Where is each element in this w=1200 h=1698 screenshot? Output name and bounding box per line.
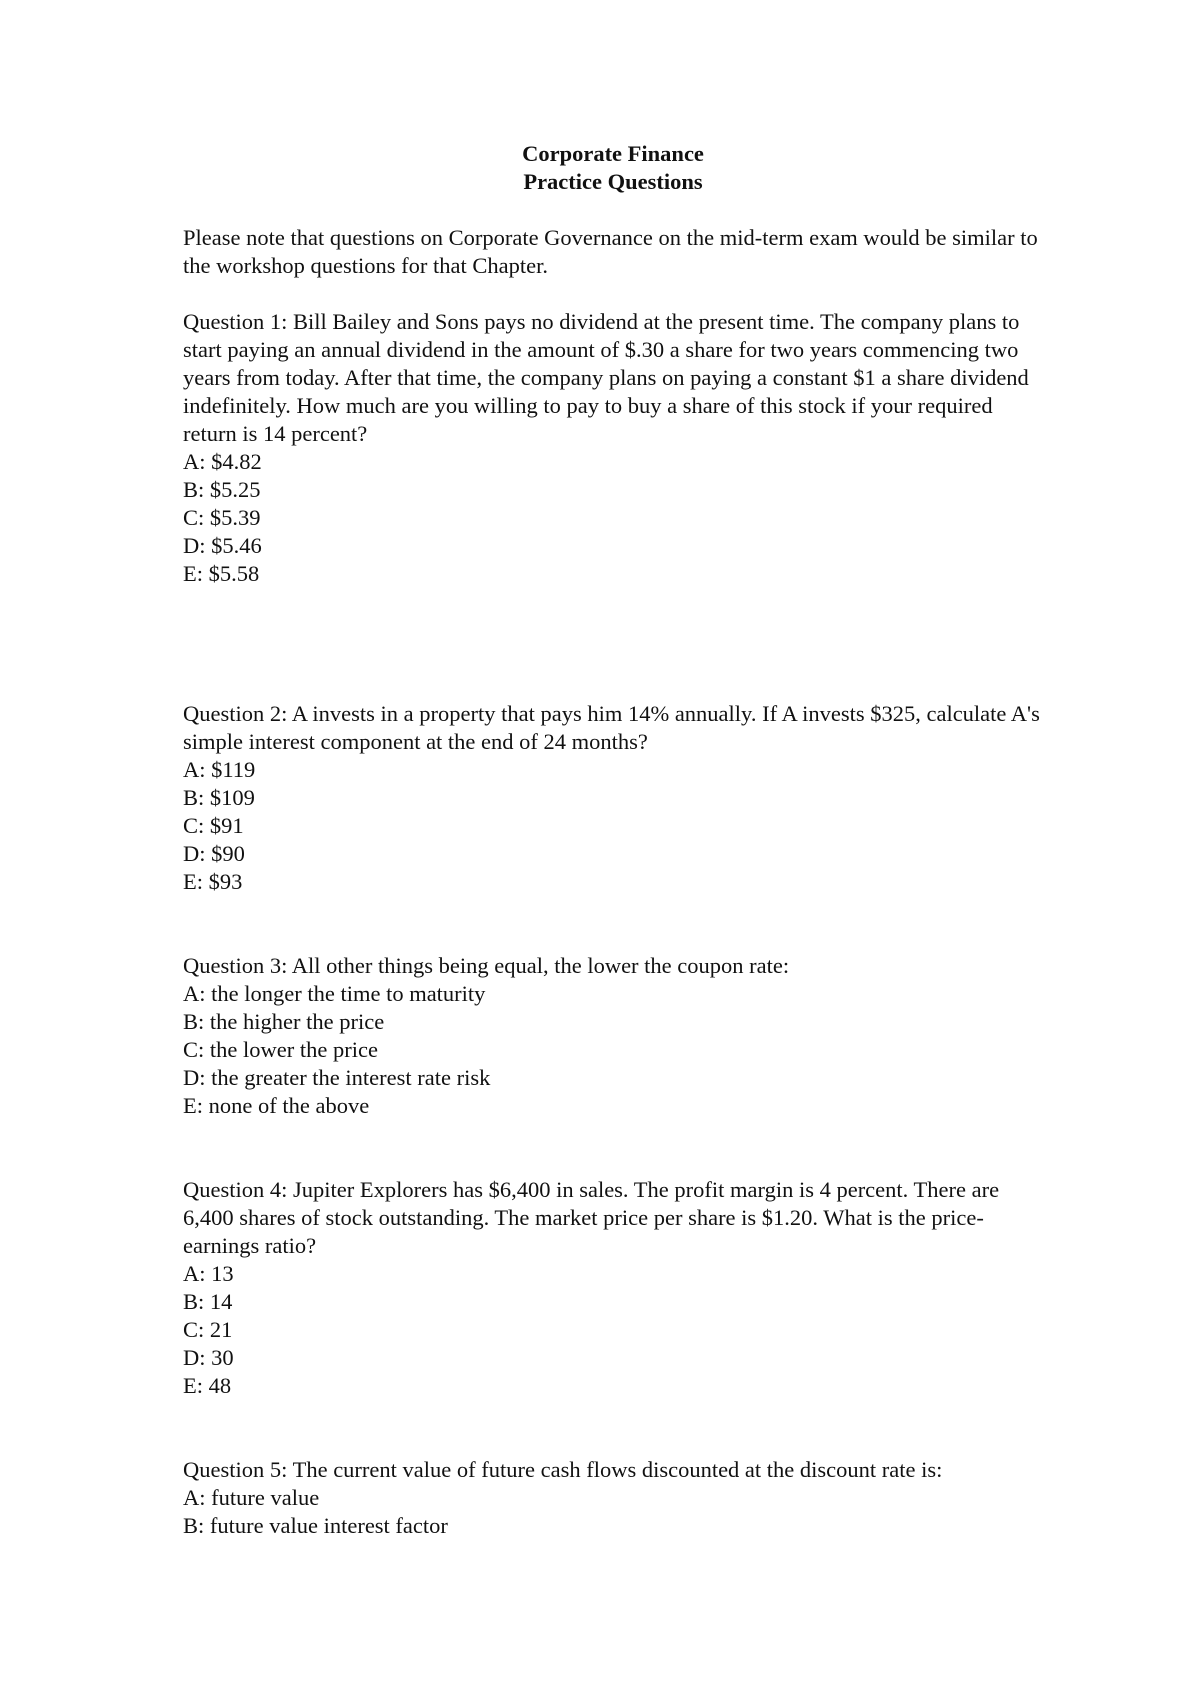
option-b: B: the higher the price bbox=[183, 1009, 385, 1034]
question-1 bbox=[183, 308, 1043, 588]
option-e: E: 48 bbox=[183, 1373, 232, 1398]
question-text: Question 4: Jupiter Explorers has $6,400 in sales. The profit margin is 4 percent. There are 6,400 shares of stock outstanding. The market price per share is $1.20. What is the price-earnings ratio? bbox=[183, 1177, 1000, 1258]
option-a: A: 13 bbox=[183, 1261, 234, 1286]
intro-note: Please note that questions on Corporate Governance on the mid-term exam would be similar to the workshop questions for that Chapter. bbox=[183, 225, 1038, 278]
answer-options bbox=[183, 448, 1043, 588]
option-e: E: none of the above bbox=[183, 1093, 370, 1118]
option-c: C: $5.39 bbox=[183, 505, 261, 530]
document-subtitle: Practice Questions bbox=[523, 169, 703, 194]
answer-options bbox=[183, 980, 1043, 1120]
question-3 bbox=[183, 952, 1043, 1120]
option-c: C: 21 bbox=[183, 1317, 233, 1342]
question-text: Question 1: Bill Bailey and Sons pays no dividend at the present time. The company plans to start paying an annual dividend in the amount of $.30 a share for two years commencing two years from today. After that time, the company plans on paying a constant $1 a share dividend indefinitely. How much are you willing to pay to buy a share of this stock if your required return is 14 percent? bbox=[183, 309, 1029, 446]
question-5 bbox=[183, 1456, 1043, 1540]
option-e: E: $93 bbox=[183, 869, 243, 894]
question-4 bbox=[183, 1176, 1043, 1400]
option-b: B: future value interest factor bbox=[183, 1513, 448, 1538]
option-b: B: $109 bbox=[183, 785, 255, 810]
option-d: D: the greater the interest rate risk bbox=[183, 1065, 491, 1090]
option-b: B: $5.25 bbox=[183, 477, 261, 502]
question-text: Question 3: All other things being equal, the lower the coupon rate: bbox=[183, 953, 790, 978]
option-e: E: $5.58 bbox=[183, 561, 260, 586]
answer-options bbox=[183, 1260, 1043, 1400]
option-c: C: $91 bbox=[183, 813, 244, 838]
option-d: D: $5.46 bbox=[183, 533, 262, 558]
option-d: D: 30 bbox=[183, 1345, 234, 1370]
question-2 bbox=[183, 700, 1043, 896]
question-text: Question 5: The current value of future cash flows discounted at the discount rate is: bbox=[183, 1457, 943, 1482]
option-b: B: 14 bbox=[183, 1289, 233, 1314]
option-c: C: the lower the price bbox=[183, 1037, 378, 1062]
document-title: Corporate Finance bbox=[522, 141, 704, 166]
option-d: D: $90 bbox=[183, 841, 245, 866]
question-text: Question 2: A invests in a property that pays him 14% annually. If A invests $325, calculate A's simple interest component at the end of 24 months? bbox=[183, 701, 1040, 754]
option-a: A: $4.82 bbox=[183, 449, 262, 474]
title-block bbox=[183, 140, 1043, 196]
answer-options bbox=[183, 756, 1043, 896]
option-a: A: the longer the time to maturity bbox=[183, 981, 486, 1006]
answer-options bbox=[183, 1484, 1043, 1540]
document-page bbox=[183, 140, 1043, 1540]
option-a: A: $119 bbox=[183, 757, 256, 782]
option-a: A: future value bbox=[183, 1485, 320, 1510]
